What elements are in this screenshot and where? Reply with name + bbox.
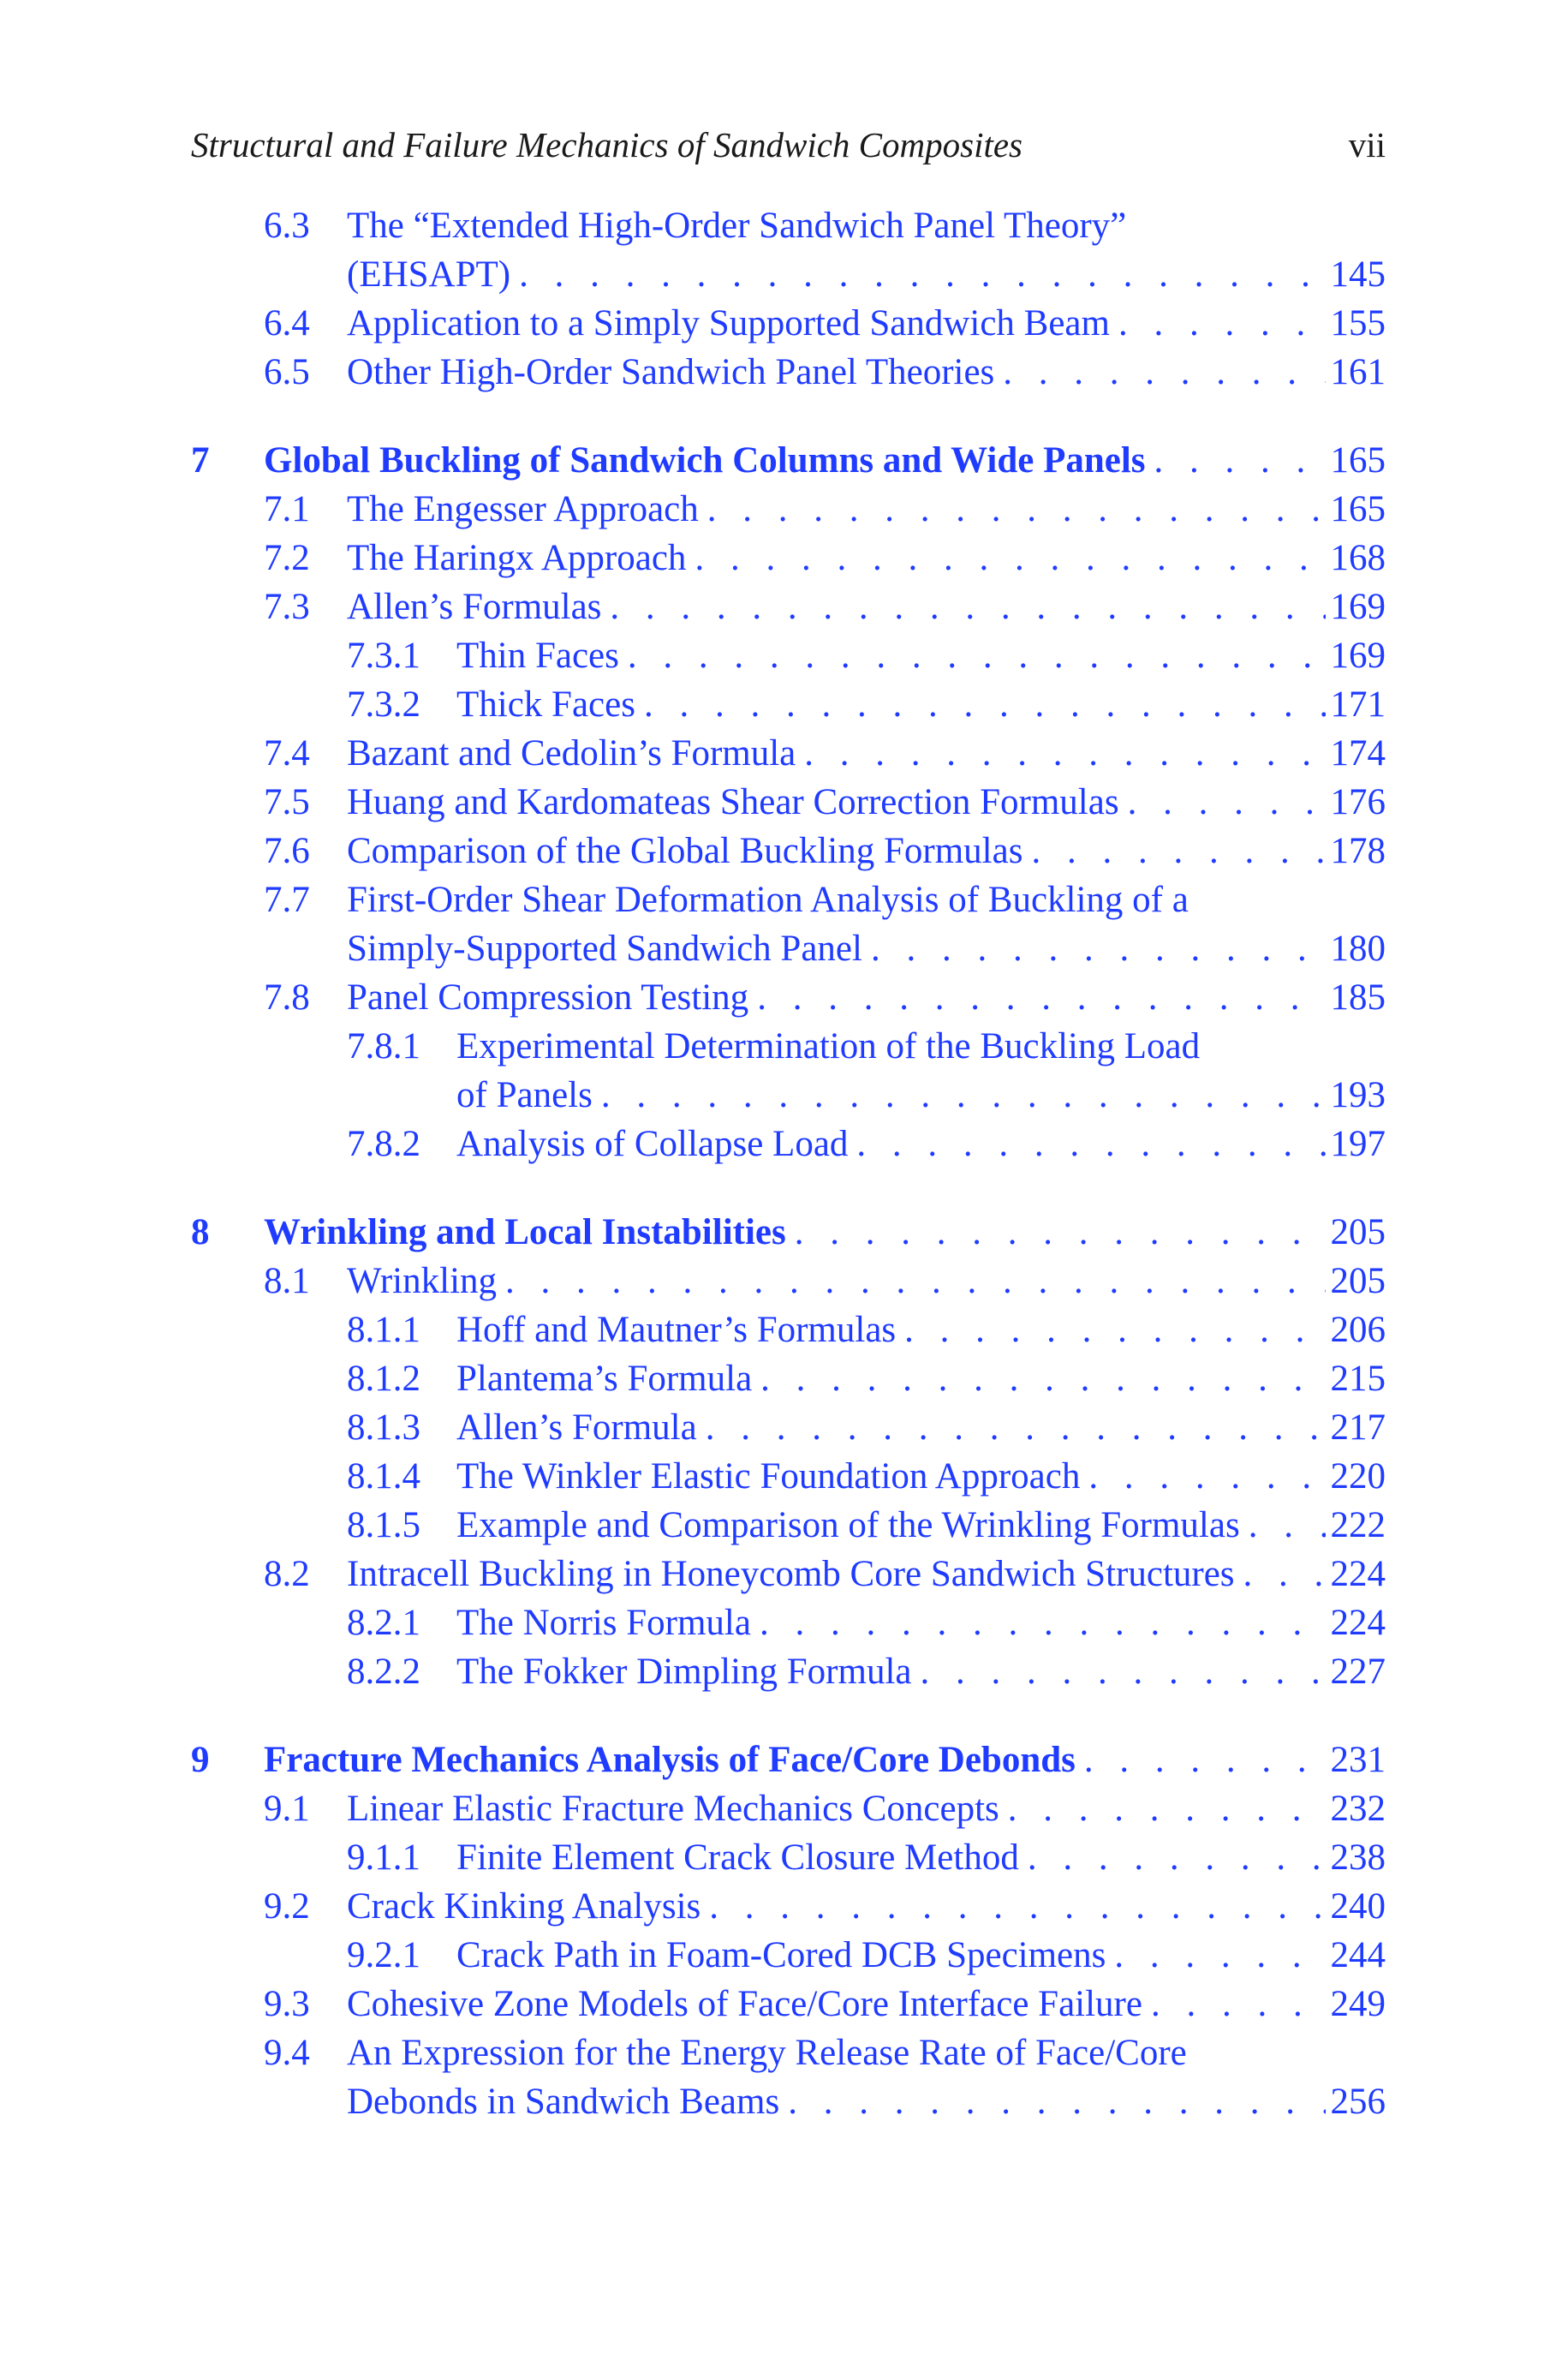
section-number: 6.5	[264, 352, 310, 392]
chapter-title: Wrinkling and Local Instabilities	[264, 1212, 786, 1252]
toc-entry-8-1-2[interactable]	[191, 1357, 1386, 1401]
running-head	[191, 124, 1386, 167]
section-title: Wrinkling	[347, 1261, 498, 1301]
toc-entry-7-4[interactable]	[191, 732, 1386, 776]
subsection-number: 7.8.2	[347, 1124, 420, 1164]
toc-entry-8-1-5[interactable]	[191, 1503, 1386, 1548]
page-ref: 197	[1330, 1124, 1386, 1164]
section-number: 9.3	[264, 1984, 310, 2024]
leader-dots	[1235, 1552, 1326, 1597]
leader-dots	[748, 976, 1325, 1020]
toc-entry-7-8-1[interactable]	[191, 1025, 1386, 1069]
toc-entry-8-2[interactable]	[191, 1552, 1386, 1597]
page-ref: 217	[1330, 1407, 1386, 1448]
section-title: The Haringx Approach	[347, 538, 687, 578]
leader-dots	[1240, 1503, 1326, 1548]
page-ref: 220	[1330, 1456, 1386, 1497]
page-ref: 232	[1330, 1789, 1386, 1829]
subsection-title: Analysis of Collapse Load	[456, 1124, 849, 1164]
toc-chapter-9[interactable]	[191, 1738, 1386, 1783]
section-number: 9.1	[264, 1789, 310, 1829]
toc-chapter-7[interactable]	[191, 439, 1386, 483]
subsection-title: Example and Comparison of the Wrinkling Formulas	[456, 1505, 1240, 1545]
subsection-number: 7.3.1	[347, 636, 420, 676]
page-ref: 222	[1330, 1505, 1386, 1545]
toc-entry-7-6[interactable]	[191, 829, 1386, 874]
subsection-number: 8.1.3	[347, 1407, 420, 1448]
toc-entry-7-2[interactable]	[191, 536, 1386, 581]
page-ref: 169	[1330, 587, 1386, 627]
section-title-cont: (EHSAPT)	[347, 254, 511, 295]
leader-dots	[994, 350, 1325, 395]
leader-dots	[1022, 829, 1325, 874]
page-ref: 231	[1330, 1740, 1386, 1780]
page-ref: 145	[1330, 254, 1386, 295]
toc-entry-7-7-cont[interactable]	[191, 927, 1386, 971]
leader-dots	[1076, 1738, 1326, 1783]
leader-dots	[796, 732, 1325, 776]
toc-entry-7-8-1-cont[interactable]	[191, 1073, 1386, 1118]
leader-dots	[697, 1406, 1326, 1450]
chapter-number: 8	[191, 1212, 210, 1252]
section-title: First-Order Shear Deformation Analysis of Buckling of a	[347, 880, 1189, 920]
page-ref: 244	[1330, 1935, 1386, 1975]
section-number: 7.6	[264, 831, 310, 871]
leader-dots	[999, 1787, 1326, 1831]
toc-entry-7-7[interactable]	[191, 878, 1386, 923]
page-ref: 185	[1330, 977, 1386, 1018]
leader-dots	[497, 1259, 1325, 1304]
page-ref: 205	[1330, 1212, 1386, 1252]
page-ref: 180	[1330, 929, 1386, 969]
toc-entry-8-1-4[interactable]	[191, 1455, 1386, 1499]
section-title: Linear Elastic Fracture Mechanics Concepts	[347, 1789, 999, 1829]
toc-entry-7-3-2[interactable]	[191, 683, 1386, 727]
page-ref: 238	[1330, 1837, 1386, 1878]
subsection-number: 7.3.2	[347, 684, 420, 725]
toc-entry-9-2[interactable]	[191, 1885, 1386, 1929]
toc-entry-9-2-1[interactable]	[191, 1933, 1386, 1978]
page-ref: 174	[1330, 733, 1386, 774]
section-number: 9.4	[264, 2033, 310, 2073]
leader-dots	[848, 1122, 1325, 1167]
subsection-number: 8.1.4	[347, 1456, 420, 1497]
subsection-title: The Norris Formula	[456, 1603, 751, 1643]
section-title: Intracell Buckling in Honeycomb Core Sandwich Structures	[347, 1554, 1235, 1594]
section-number: 7.1	[264, 489, 310, 529]
toc-entry-9-4-cont[interactable]	[191, 2080, 1386, 2124]
section-title: The “Extended High-Order Sandwich Panel Theory”	[347, 206, 1127, 246]
leader-dots	[510, 253, 1325, 297]
section-title: Allen’s Formulas	[347, 587, 602, 627]
toc-entry-7-8[interactable]	[191, 976, 1386, 1020]
subsection-title-cont: of Panels	[456, 1075, 593, 1115]
section-number: 7.8	[264, 977, 310, 1018]
toc-entry-8-2-1[interactable]	[191, 1601, 1386, 1646]
page-ref: 176	[1330, 782, 1386, 822]
leader-dots	[752, 1357, 1325, 1401]
chapter-number: 7	[191, 440, 210, 481]
toc-entry-9-4[interactable]	[191, 2031, 1386, 2076]
toc-entry-8-1-3[interactable]	[191, 1406, 1386, 1450]
subsection-title: Allen’s Formula	[456, 1407, 697, 1448]
toc-entry-9-1[interactable]	[191, 1787, 1386, 1831]
page-ref: 193	[1330, 1075, 1386, 1115]
leader-dots	[1119, 780, 1326, 825]
toc-entry-7-8-2[interactable]	[191, 1122, 1386, 1167]
page-ref: 240	[1330, 1886, 1386, 1927]
page-ref: 224	[1330, 1554, 1386, 1594]
leader-dots	[601, 585, 1325, 630]
book-title: Structural and Failure Mechanics of Sandwich Composites	[191, 125, 1023, 164]
toc-chapter-8[interactable]	[191, 1210, 1386, 1255]
section-number: 6.3	[264, 206, 310, 246]
leader-dots	[896, 1308, 1325, 1353]
toc-entry-7-1[interactable]	[191, 487, 1386, 532]
leader-dots	[786, 1210, 1326, 1255]
section-title: Bazant and Cedolin’s Formula	[347, 733, 796, 774]
leader-dots	[619, 634, 1326, 678]
toc-entry-6-5[interactable]	[191, 350, 1386, 395]
chapter-number: 9	[191, 1740, 210, 1780]
subsection-number: 8.1.5	[347, 1505, 420, 1545]
page-ref: 206	[1330, 1310, 1386, 1350]
section-title: Cohesive Zone Models of Face/Core Interface Failure	[347, 1984, 1142, 2024]
section-title: Huang and Kardomateas Shear Correction Formulas	[347, 782, 1119, 822]
page-ref: 155	[1330, 303, 1386, 344]
section-number: 7.5	[264, 782, 310, 822]
toc-entry-7-3[interactable]	[191, 585, 1386, 630]
subsection-title: Thick Faces	[456, 684, 635, 725]
page-ref: 168	[1330, 538, 1386, 578]
subsection-title: Finite Element Crack Closure Method	[456, 1837, 1019, 1878]
chapter-title: Fracture Mechanics Analysis of Face/Core Debonds	[264, 1740, 1076, 1780]
page-ref: 169	[1330, 636, 1386, 676]
page-ref: 178	[1330, 831, 1386, 871]
subsection-title: Plantema’s Formula	[456, 1359, 753, 1399]
page-ref: 205	[1330, 1261, 1386, 1301]
subsection-number: 8.1.1	[347, 1310, 420, 1350]
subsection-number: 7.8.1	[347, 1026, 420, 1067]
section-number: 7.4	[264, 733, 310, 774]
section-title: Application to a Simply Supported Sandwich Beam	[347, 303, 1110, 344]
subsection-title: Experimental Determination of the Buckling Load	[456, 1026, 1201, 1067]
section-title: Comparison of the Global Buckling Formulas	[347, 831, 1023, 871]
subsection-title: Crack Path in Foam-Cored DCB Specimens	[456, 1935, 1106, 1975]
toc-entry-8-2-2[interactable]	[191, 1650, 1386, 1694]
section-number: 8.2	[264, 1554, 310, 1594]
page-ref: 224	[1330, 1603, 1386, 1643]
section-number: 7.7	[264, 880, 310, 920]
leader-dots	[593, 1073, 1326, 1118]
subsection-title: Thin Faces	[456, 636, 619, 676]
leader-dots	[699, 487, 1326, 532]
toc-entry-9-3[interactable]	[191, 1982, 1386, 2027]
leader-dots	[1106, 1933, 1325, 1978]
page-ref: 227	[1330, 1652, 1386, 1692]
leader-dots	[1080, 1455, 1325, 1499]
leader-dots	[635, 683, 1326, 727]
leader-dots	[1142, 1982, 1326, 2027]
subsection-title: Hoff and Mautner’s Formulas	[456, 1310, 897, 1350]
section-title: Crack Kinking Analysis	[347, 1886, 701, 1927]
leader-dots	[862, 927, 1326, 971]
leader-dots	[911, 1650, 1325, 1694]
toc-entry-6-4[interactable]	[191, 302, 1386, 346]
leader-dots	[1019, 1836, 1326, 1880]
subsection-number: 8.2.2	[347, 1652, 420, 1692]
page-ref: 161	[1330, 352, 1386, 392]
toc-entry-8-1-1[interactable]	[191, 1308, 1386, 1353]
subsection-number: 8.2.1	[347, 1603, 420, 1643]
page-ref: 249	[1330, 1984, 1386, 2024]
section-title: Panel Compression Testing	[347, 977, 749, 1018]
subsection-title: The Winkler Elastic Foundation Approach	[456, 1456, 1081, 1497]
subsection-number: 9.1.1	[347, 1837, 420, 1878]
page-ref: 171	[1330, 684, 1386, 725]
leader-dots	[1146, 439, 1326, 483]
section-number: 9.2	[264, 1886, 310, 1927]
section-title: An Expression for the Energy Release Rate of Face/Core	[347, 2033, 1187, 2073]
page-ref: 165	[1330, 489, 1386, 529]
leader-dots	[1110, 302, 1326, 346]
subsection-number: 9.2.1	[347, 1935, 420, 1975]
section-title-cont: Simply-Supported Sandwich Panel	[347, 929, 862, 969]
toc-entry-7-3-1[interactable]	[191, 634, 1386, 678]
section-number: 8.1	[264, 1261, 310, 1301]
toc-entry-6-3[interactable]	[191, 204, 1386, 248]
leader-dots	[701, 1885, 1325, 1929]
toc-entry-6-3-cont[interactable]	[191, 253, 1386, 297]
subsection-title: The Fokker Dimpling Formula	[456, 1652, 912, 1692]
chapter-title: Global Buckling of Sandwich Columns and Wide Panels	[264, 440, 1146, 481]
page-ref: 256	[1330, 2082, 1386, 2122]
section-number: 7.3	[264, 587, 310, 627]
section-title-cont: Debonds in Sandwich Beams	[347, 2082, 780, 2122]
leader-dots	[779, 2080, 1325, 2124]
section-number: 6.4	[264, 303, 310, 344]
toc-entry-9-1-1[interactable]	[191, 1836, 1386, 1880]
leader-dots	[686, 536, 1325, 581]
section-number: 7.2	[264, 538, 310, 578]
leader-dots	[751, 1601, 1326, 1646]
toc-entry-7-5[interactable]	[191, 780, 1386, 825]
subsection-number: 8.1.2	[347, 1359, 420, 1399]
section-title: The Engesser Approach	[347, 489, 699, 529]
page-ref: 215	[1330, 1359, 1386, 1399]
section-title: Other High-Order Sandwich Panel Theories	[347, 352, 995, 392]
page-ref: 165	[1330, 440, 1386, 481]
toc-entry-8-1[interactable]	[191, 1259, 1386, 1304]
page-number: vii	[1348, 125, 1386, 164]
